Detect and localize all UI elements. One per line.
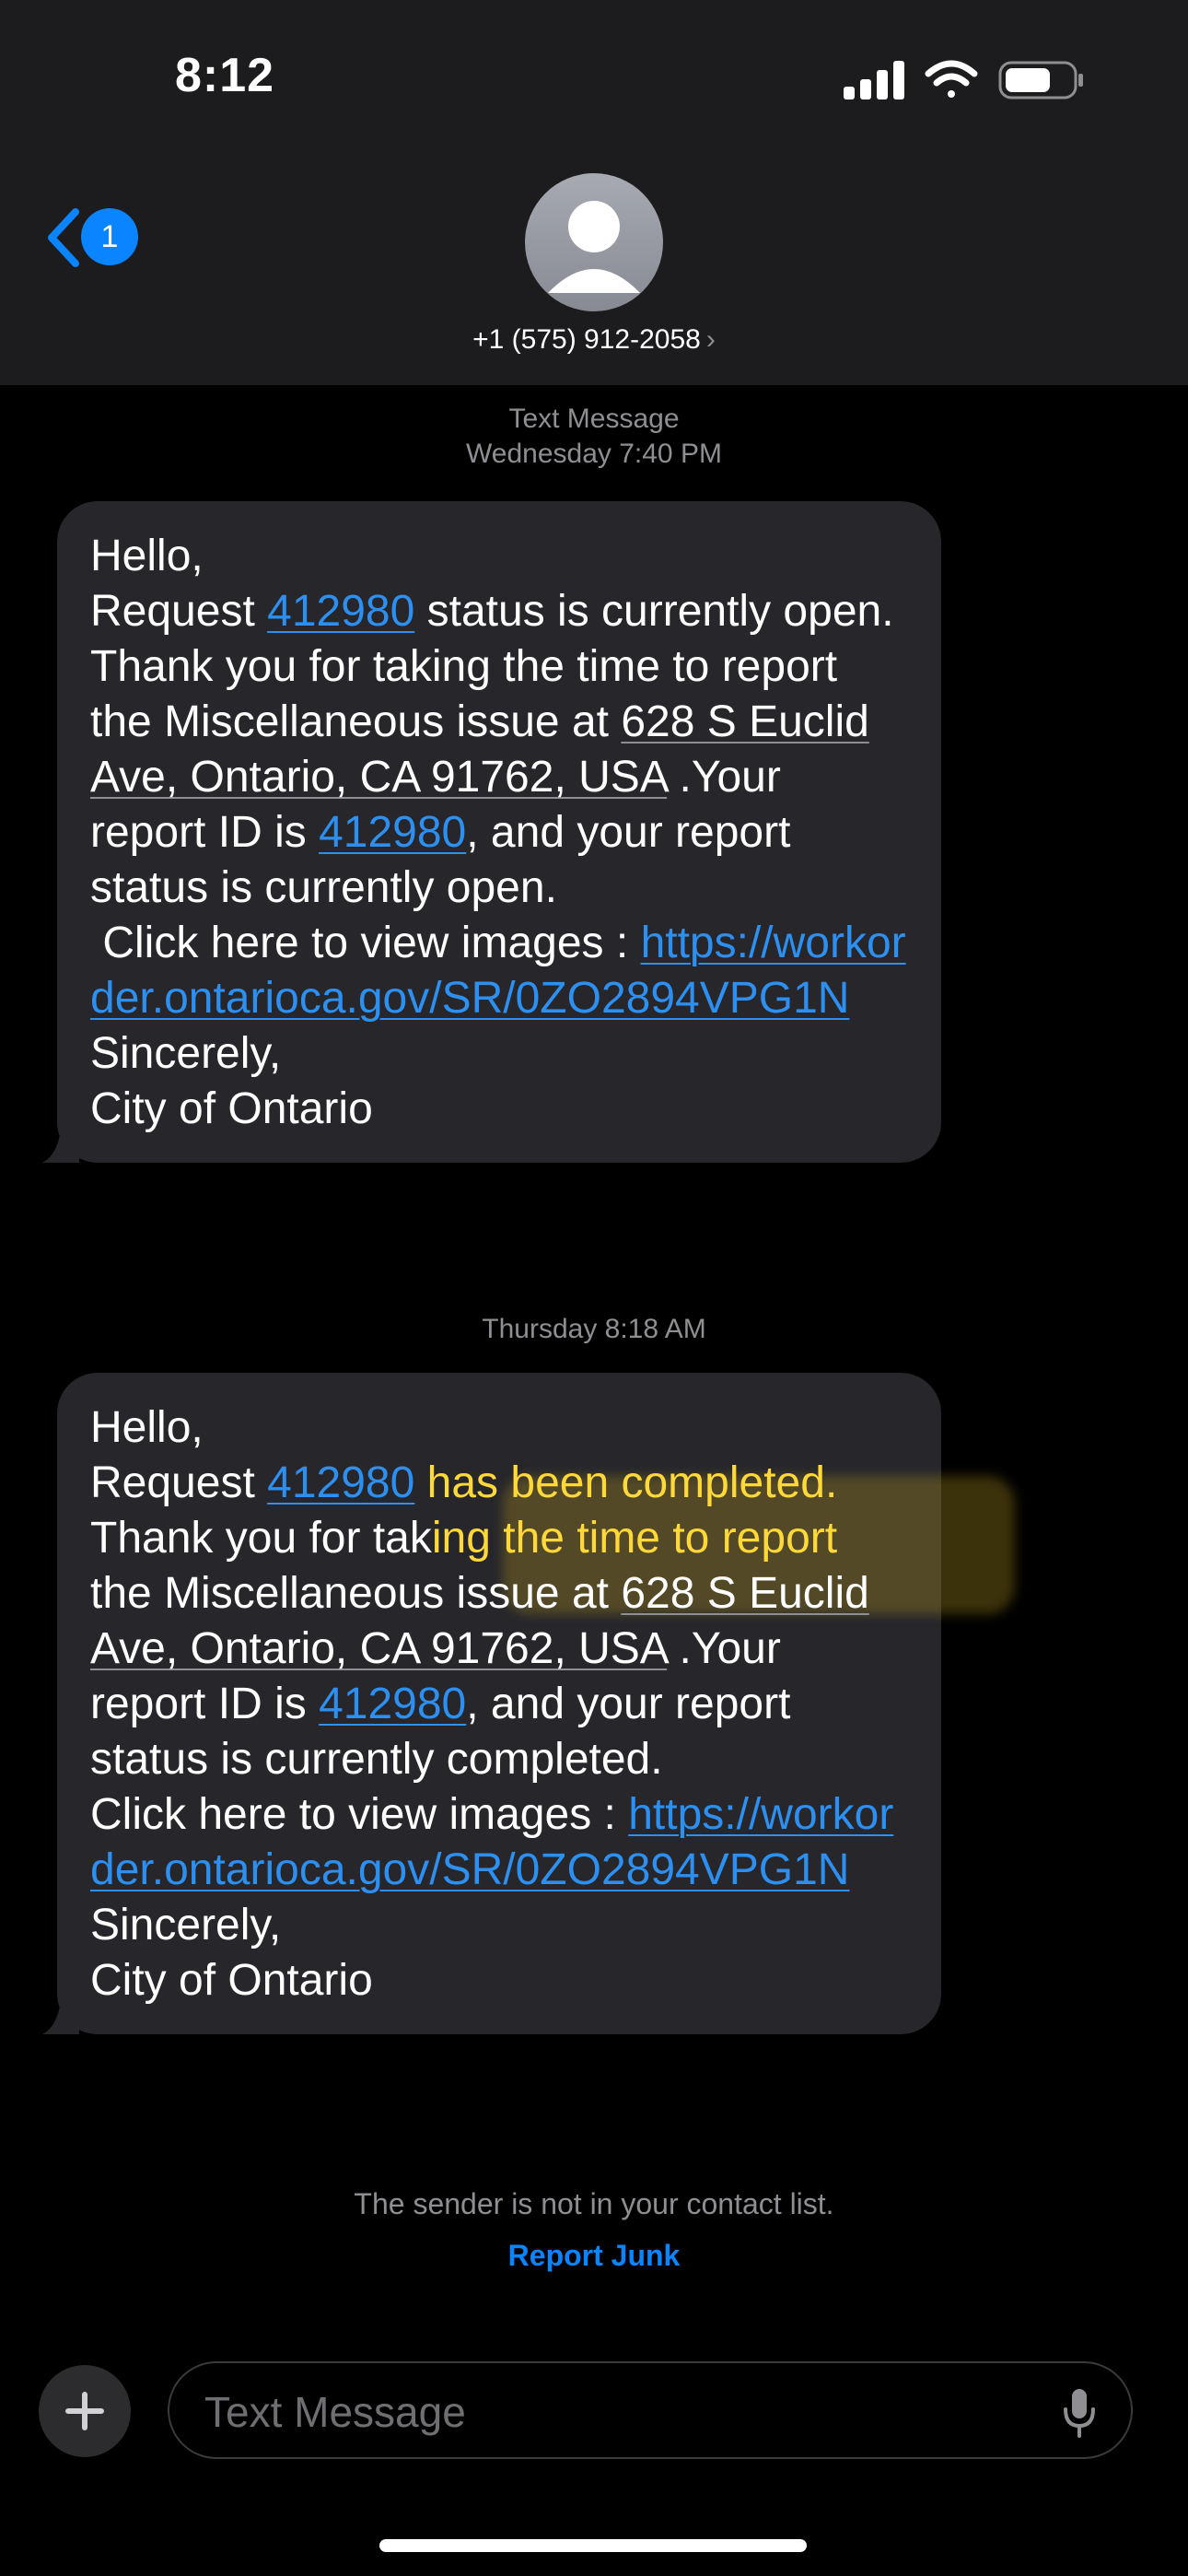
message-bubble[interactable] [57, 501, 941, 1163]
message-bubble[interactable] [57, 1373, 941, 2034]
status-text: status is currently open. [426, 587, 894, 636]
back-chevron-icon [44, 205, 85, 271]
report-id-link[interactable]: 412980 [319, 808, 467, 857]
report-junk-link[interactable] [0, 2239, 1188, 2273]
person-icon [525, 173, 663, 311]
request-id-link[interactable]: 412980 [267, 1458, 415, 1507]
view-images-text: Click here to view images : [90, 1790, 616, 1839]
thanks-text: Thank you for tak [90, 1514, 432, 1563]
contact-name[interactable] [0, 324, 1188, 356]
report-junk-label[interactable]: Report Junk [507, 2239, 681, 2272]
address-link[interactable]: 628 S Euclid Ave, Ontario, CA 91762, USA [90, 697, 869, 802]
request-id-link[interactable]: 412980 [267, 587, 415, 636]
thread-timestamp-2: Thursday 8:18 AM [482, 1314, 706, 1344]
message-input[interactable] [203, 2383, 998, 2441]
message-input-container[interactable] [168, 2361, 1133, 2459]
battery-icon [1000, 63, 1083, 98]
cellular-signal-icon [844, 61, 904, 100]
thanks-text: Thank you for taking the time to report the Miscellaneous issue at [90, 642, 838, 746]
back-button[interactable] [44, 205, 146, 271]
unknown-sender-notice: The sender is not in your contact list. [354, 2187, 834, 2220]
plus-icon [39, 2365, 131, 2457]
greeting-text: Hello, [90, 532, 204, 580]
status-text-highlighted: has been completed. [426, 1458, 838, 1507]
greeting-text: Hello, [90, 1403, 204, 1452]
images-url-link[interactable]: https://workorder.ontarioca.gov/SR/0ZO2894VPG1N [90, 1790, 894, 1894]
contact-avatar[interactable] [525, 173, 663, 311]
chevron-right-icon: › [705, 324, 716, 355]
signature-text: City of Ontario [90, 1956, 373, 2005]
closing-text: Sincerely, [90, 1029, 282, 1078]
apps-plus-button[interactable] [39, 2365, 131, 2457]
request-label: Request [90, 1458, 255, 1507]
closing-text: Sincerely, [90, 1901, 282, 1950]
contact-phone-number: +1 (575) 912-2058 [472, 324, 701, 355]
images-url-link[interactable]: https://workorder.ontarioca.gov/SR/0ZO2894VPG1N [90, 919, 906, 1023]
report-id-label: .Your report ID is [90, 1624, 781, 1728]
view-images-text: Click here to view images : [102, 919, 629, 967]
bubble-tail [42, 2001, 79, 2034]
status-icons [840, 57, 1089, 103]
wifi-icon [928, 64, 974, 98]
bubble-tail [42, 1130, 79, 1163]
report-status-text: , and your report status is currently completed. [90, 1680, 791, 1784]
address-link[interactable]: 628 S Euclid Ave, Ontario, CA 91762, USA [90, 1569, 869, 1673]
conversation-header [0, 0, 1188, 385]
home-indicator[interactable] [379, 2539, 807, 2552]
thread-timestamp-1 [0, 402, 1188, 472]
request-label: Request [90, 587, 255, 636]
timestamp-date: Wednesday 7:40 PM [466, 439, 722, 469]
report-id-link[interactable]: 412980 [319, 1680, 467, 1728]
timestamp-service: Text Message [508, 404, 680, 434]
message-text [90, 1400, 908, 2008]
unread-count-badge: 1 [81, 208, 138, 265]
thanks-text-rest: the Miscellaneous issue at [90, 1569, 609, 1618]
status-time: 8:12 [175, 49, 275, 102]
microphone-icon[interactable] [1061, 2387, 1098, 2439]
signature-text: City of Ontario [90, 1084, 373, 1133]
message-text [90, 529, 908, 1137]
thanks-text-highlighted: ing the time to report [431, 1514, 838, 1563]
report-id-label: .Your report ID is [90, 753, 781, 857]
report-status-text: , and your report status is currently open. [90, 808, 791, 912]
